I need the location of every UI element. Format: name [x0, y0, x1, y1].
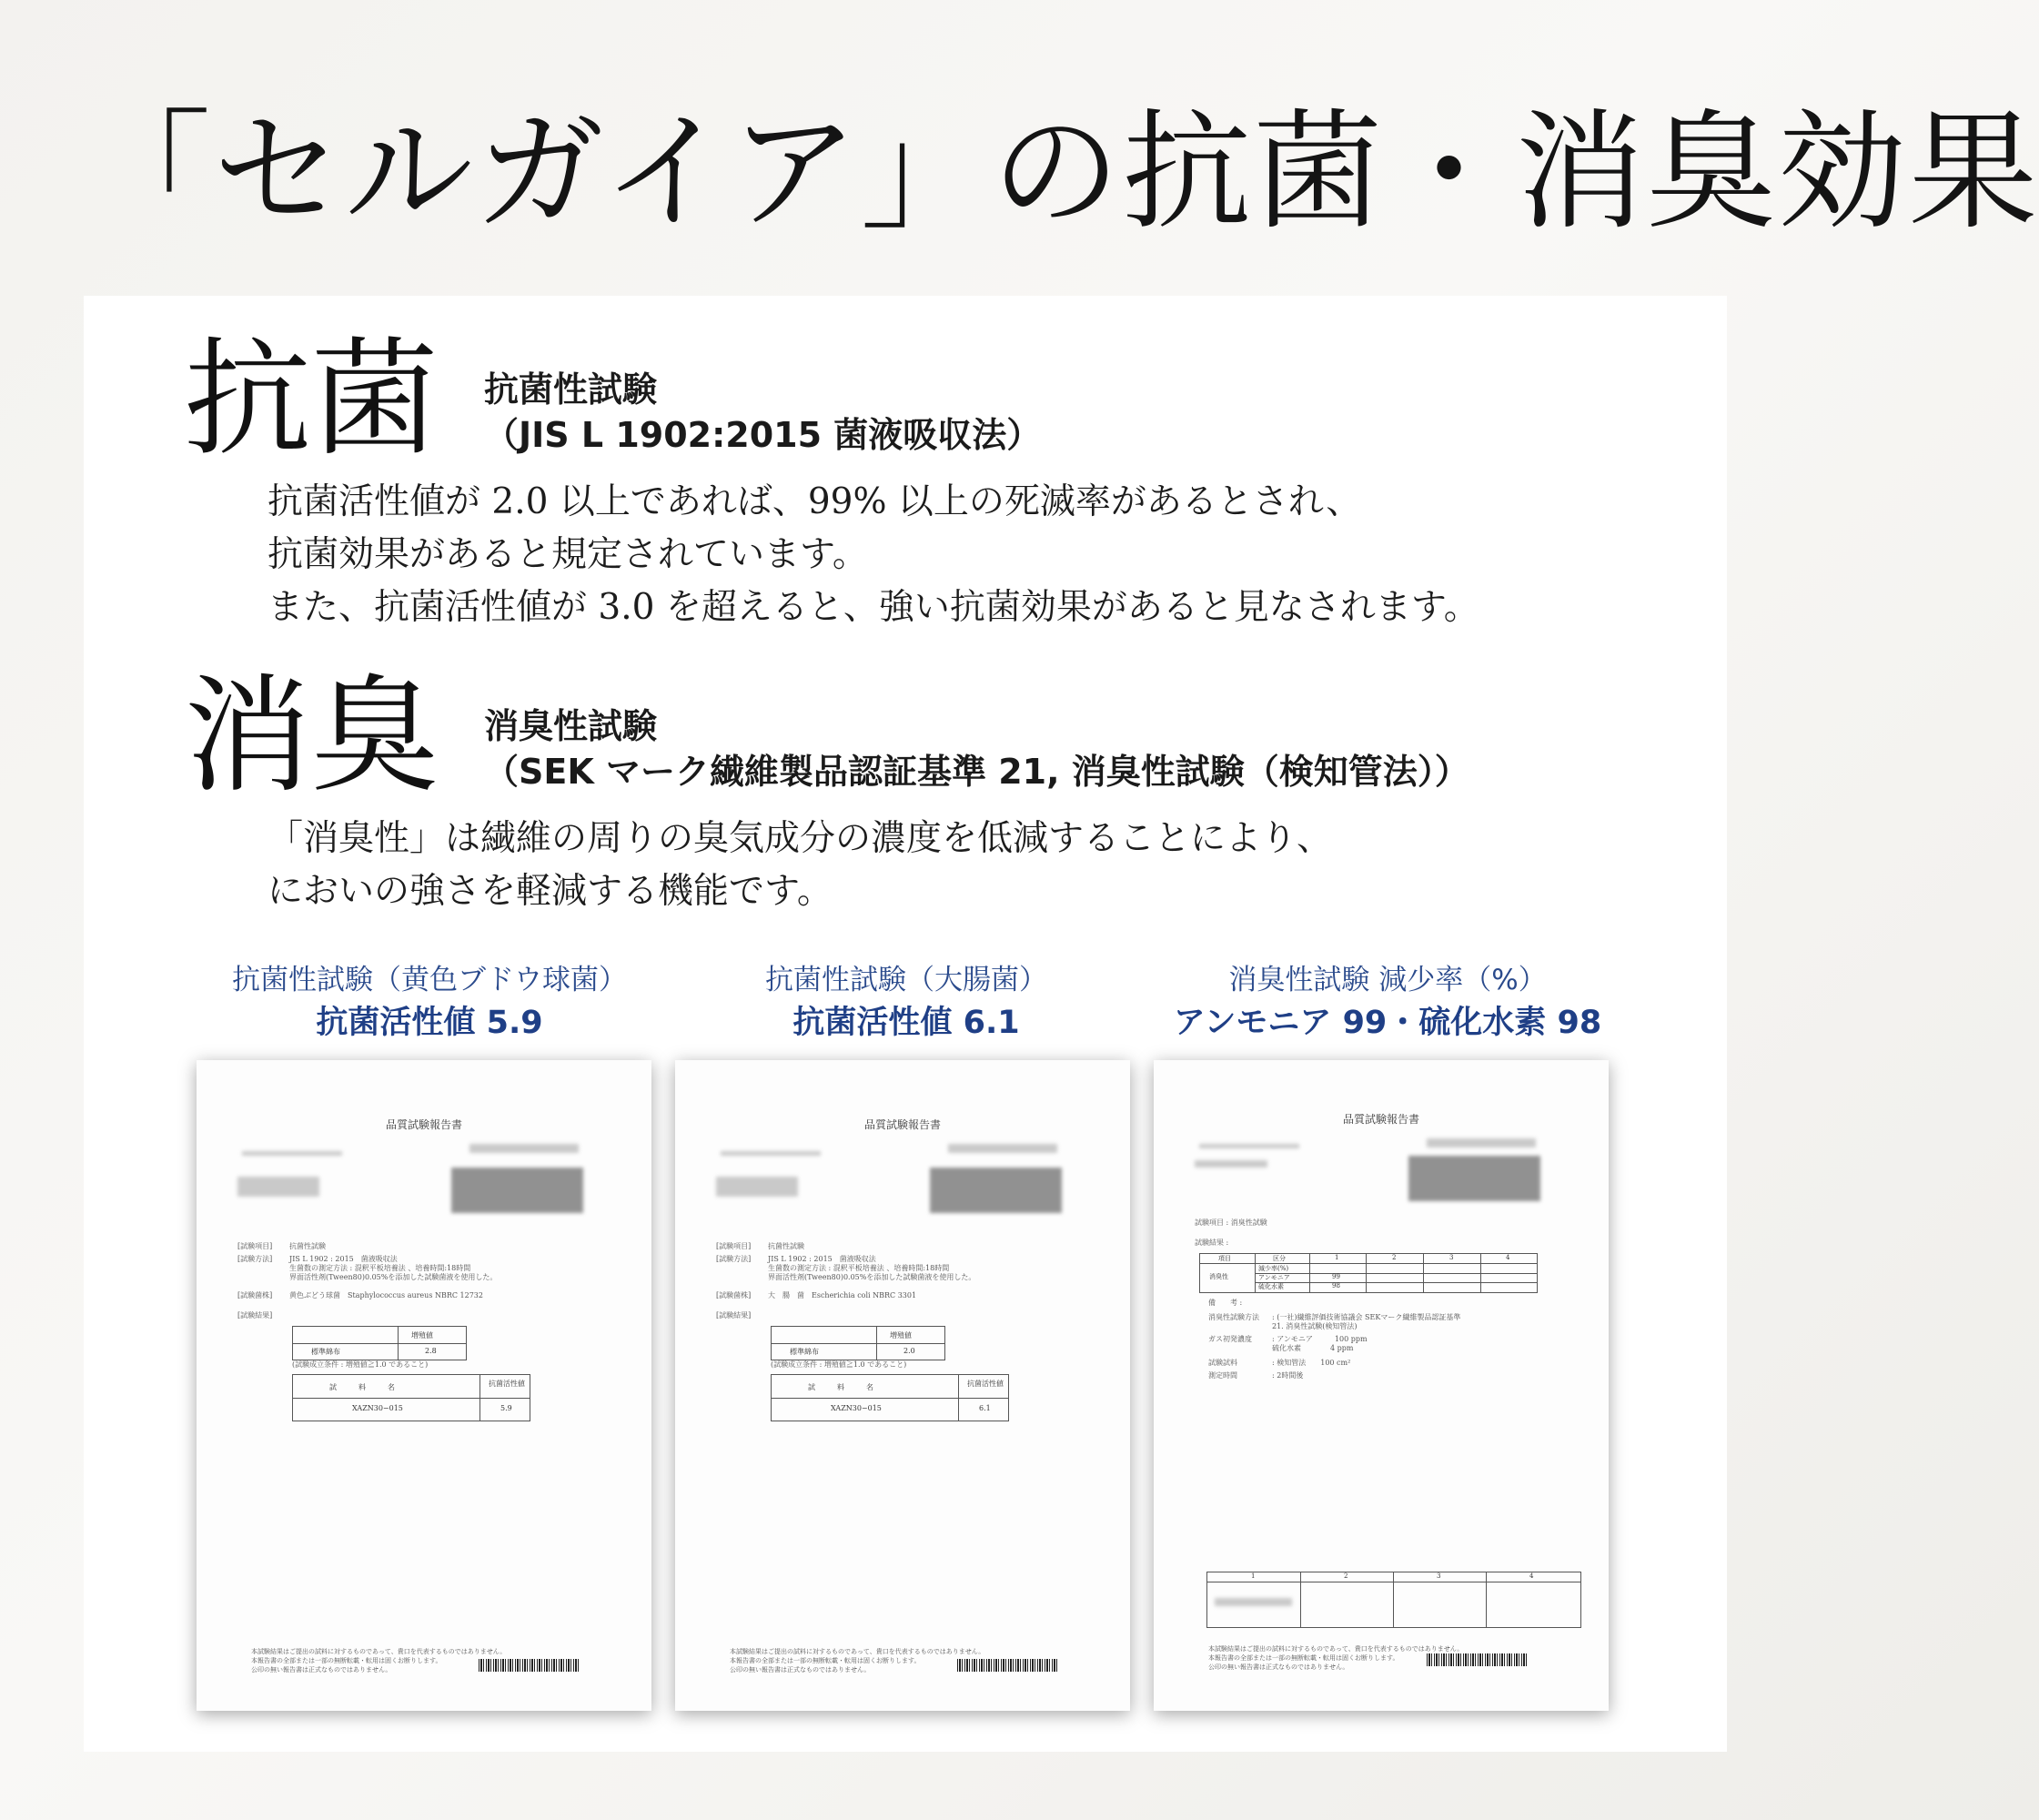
antibacterial-heading: 抗菌: [184, 326, 439, 474]
blurred-dates: [1195, 1160, 1267, 1168]
report-title: 品質試験報告書: [1342, 1113, 1419, 1126]
sample-col-header: 抗菌活性値: [967, 1380, 1004, 1388]
report-row-value: 界面活性剤(Tween80)0.05%を添加した試験菌液を使用した。: [289, 1273, 498, 1281]
report-row-label: [試験項目]: [716, 1242, 752, 1250]
report-row-value: 生菌数の測定方法 : 混釈平板培養法 、培養時間:18時間: [289, 1264, 471, 1272]
growth-header: 増殖値: [890, 1331, 912, 1340]
sample-col-header: 試 料 名: [808, 1383, 873, 1391]
note-key: 試験試料: [1208, 1359, 1237, 1367]
growth-value: 2.8: [425, 1347, 437, 1355]
blurred-issuer: [1408, 1156, 1540, 1201]
table-header: 2: [1392, 1254, 1397, 1261]
seal-table: [1206, 1572, 1581, 1628]
report-title: 品質試験報告書: [863, 1118, 941, 1131]
seal-header: 4: [1529, 1572, 1534, 1580]
report-row-value: 黄色ぶどう球菌 Staphylococcus aureus NBRC 12732: [289, 1291, 483, 1299]
table-header: 区分: [1273, 1255, 1286, 1262]
note-value: 21. 消臭性試験(検知管法): [1272, 1322, 1358, 1330]
description-line: 抗菌活性値が 2.0 以上であれば、99% 以上の死滅率があるとされ、: [267, 481, 1362, 522]
report-results-label: 試験結果 :: [1195, 1239, 1229, 1247]
blurred-report-number: [469, 1144, 579, 1153]
report-footer: 本報告書の全部または一部の無断転載・転用は固くお断りします。: [251, 1657, 442, 1664]
report-row-value: 生菌数の測定方法 : 混釈平板培養法 、培養時間:18時間: [768, 1264, 950, 1272]
result-caption-ecoli: [651, 960, 1161, 1046]
result-label: 抗菌性試験（黄色ブドウ球菌）: [232, 964, 627, 996]
report-row-value: JIS L 1902 : 2015 菌液吸収法: [768, 1255, 876, 1263]
barcode-icon: [1427, 1653, 1527, 1666]
result-caption-deodorant: [1133, 960, 1642, 1046]
table-header: 1: [1335, 1254, 1339, 1261]
result-value: アンモニア 99・硫化水素 98: [1173, 1005, 1602, 1041]
report-item: 試験項目 : 消臭性試験: [1195, 1218, 1267, 1227]
blurred-report-number: [948, 1144, 1057, 1153]
report-document-deodorant: [1154, 1060, 1609, 1711]
report-footer: 公印の無い報告書は正式なものではありません。: [1208, 1663, 1349, 1671]
growth-condition: (試験成立条件 : 増殖値≧1.0 であること): [771, 1360, 907, 1369]
antibacterial-test-info: [484, 367, 1041, 458]
growth-value: 2.0: [903, 1347, 915, 1355]
report-footer: 本試験結果はご提出の試料に対するものであって、貴口を代表するものではありません。: [1208, 1645, 1464, 1653]
deodorant-heading: 消臭: [184, 662, 439, 811]
report-row-label: [試験方法]: [716, 1255, 752, 1263]
sample-name: XAZN30−015: [831, 1404, 882, 1412]
table-value: 98: [1332, 1282, 1340, 1289]
result-caption-staph: [175, 960, 684, 1046]
seal-header: 2: [1344, 1572, 1348, 1580]
blurred-report-number: [1427, 1138, 1536, 1148]
table-row-label: 消臭性: [1209, 1273, 1228, 1280]
result-value: 抗菌活性値 6.1: [792, 1005, 1020, 1041]
description-line: においの強さを軽減する機能です。: [267, 871, 833, 912]
note-key: 消臭性試験方法: [1208, 1313, 1259, 1321]
seal-header: 1: [1251, 1572, 1256, 1580]
report-row-label: [試験菌株]: [237, 1291, 273, 1299]
deodorant-test-info: [484, 703, 1469, 794]
result-label: 消臭性試験 減少率（%）: [1228, 964, 1547, 996]
antibacterial-description: [267, 476, 1687, 634]
table-header: 項目: [1218, 1255, 1231, 1262]
notes-label: 備 考 :: [1208, 1299, 1243, 1307]
sample-col-header: 抗菌活性値: [489, 1380, 525, 1388]
antibacterial-test-name: 抗菌性試験: [484, 369, 658, 410]
report-document-staph: [197, 1060, 651, 1711]
blurred-issuer: [451, 1168, 583, 1213]
sample-value: 6.1: [979, 1404, 991, 1412]
note-key: ガス初発濃度: [1208, 1335, 1252, 1343]
antibacterial-test-standard: （JIS L 1902:2015 菌液吸収法）: [484, 415, 1042, 455]
report-row-value: 抗菌性試験: [289, 1242, 326, 1250]
result-value: 抗菌活性値 5.9: [316, 1005, 543, 1041]
barcode-icon: [479, 1659, 579, 1672]
report-footer: 公印の無い報告書は正式なものではありません。: [251, 1666, 392, 1673]
report-row-label: [試験方法]: [237, 1255, 273, 1263]
note-value: : 検知管法 100 cm²: [1272, 1359, 1351, 1367]
description-line: また、抗菌活性値が 3.0 を超えると、強い抗菌効果があると見なされます。: [267, 587, 1479, 628]
report-row-label: [試験項目]: [237, 1242, 273, 1250]
blurred-dates: [716, 1177, 798, 1197]
report-row-label: [試験結果]: [716, 1311, 752, 1320]
report-footer: 本報告書の全部または一部の無断転載・転用は固くお断りします。: [1208, 1654, 1399, 1662]
result-label: 抗菌性試験（大腸菌）: [765, 964, 1047, 996]
content-panel: [84, 296, 1727, 1752]
growth-header: 増殖値: [411, 1331, 433, 1340]
sample-table: [292, 1374, 530, 1421]
blurred-seal: [1215, 1598, 1292, 1606]
blurred-recipient: [242, 1151, 342, 1156]
table-value: 99: [1332, 1273, 1340, 1280]
growth-row-label: 標準綿布: [790, 1348, 819, 1356]
deodorant-description: [267, 813, 1687, 918]
deodorant-test-name: 消臭性試験: [484, 706, 658, 746]
table-header: 3: [1449, 1254, 1454, 1261]
description-line: 抗菌効果があると規定されています。: [267, 534, 868, 575]
growth-condition: (試験成立条件 : 増殖値≧1.0 であること): [292, 1360, 429, 1369]
blurred-recipient: [721, 1151, 821, 1156]
description-line: 「消臭性」は繊維の周りの臭気成分の濃度を低減することにより、: [267, 818, 1333, 859]
sample-name: XAZN30−015: [352, 1404, 403, 1412]
report-title: 品質試験報告書: [385, 1118, 462, 1131]
report-row-value: 抗菌性試験: [768, 1242, 804, 1250]
growth-row-label: 標準綿布: [311, 1348, 340, 1356]
deodorant-test-standard: （SEK マーク繊維製品認証基準 21, 消臭性試験（検知管法））: [484, 752, 1469, 792]
blurred-issuer: [930, 1168, 1062, 1213]
growth-table: [292, 1326, 467, 1360]
report-footer: 公印の無い報告書は正式なものではありません。: [730, 1666, 871, 1673]
note-key: 測定時間: [1208, 1371, 1237, 1380]
deodorant-results-table: [1199, 1253, 1538, 1293]
sample-table: [771, 1374, 1009, 1421]
report-footer: 本試験結果はご提出の試料に対するものであって、貴口を代表するものではありません。: [730, 1648, 985, 1655]
seal-header: 3: [1437, 1572, 1441, 1580]
blurred-recipient: [1199, 1144, 1299, 1148]
page-title: 「セルガイア」の抗菌・消臭効果: [82, 97, 2039, 248]
table-sub-row: 硫化水素: [1258, 1283, 1284, 1290]
growth-table: [771, 1326, 945, 1360]
report-footer: 本報告書の全部または一部の無断転載・転用は固くお断りします。: [730, 1657, 921, 1664]
report-footer: 本試験結果はご提出の試料に対するものであって、貴口を代表するものではありません。: [251, 1648, 507, 1655]
report-document-ecoli: [675, 1060, 1130, 1711]
blurred-dates: [237, 1177, 319, 1197]
note-value: : 2時間後: [1272, 1371, 1304, 1380]
report-row-label: [試験菌株]: [716, 1291, 752, 1299]
sample-value: 5.9: [500, 1404, 512, 1412]
report-row-label: [試験結果]: [237, 1311, 273, 1320]
note-value: : アンモニア 100 ppm: [1272, 1335, 1368, 1343]
table-sub-row: 減少率(%): [1258, 1265, 1289, 1272]
sample-col-header: 試 料 名: [329, 1383, 395, 1391]
table-header: 4: [1506, 1254, 1510, 1261]
table-sub-row: アンモニア: [1258, 1274, 1290, 1281]
note-value: 硫化水素 4 ppm: [1272, 1344, 1354, 1352]
report-row-value: 界面活性剤(Tween80)0.05%を添加した試験菌液を使用した。: [768, 1273, 976, 1281]
report-row-value: 大 腸 菌 Escherichia coli NBRC 3301: [768, 1291, 917, 1299]
report-row-value: JIS L 1902 : 2015 菌液吸収法: [289, 1255, 398, 1263]
note-value: : (一社)繊維評価技術協議会 SEKマーク繊維製品認証基準: [1272, 1313, 1461, 1321]
barcode-icon: [957, 1659, 1057, 1672]
